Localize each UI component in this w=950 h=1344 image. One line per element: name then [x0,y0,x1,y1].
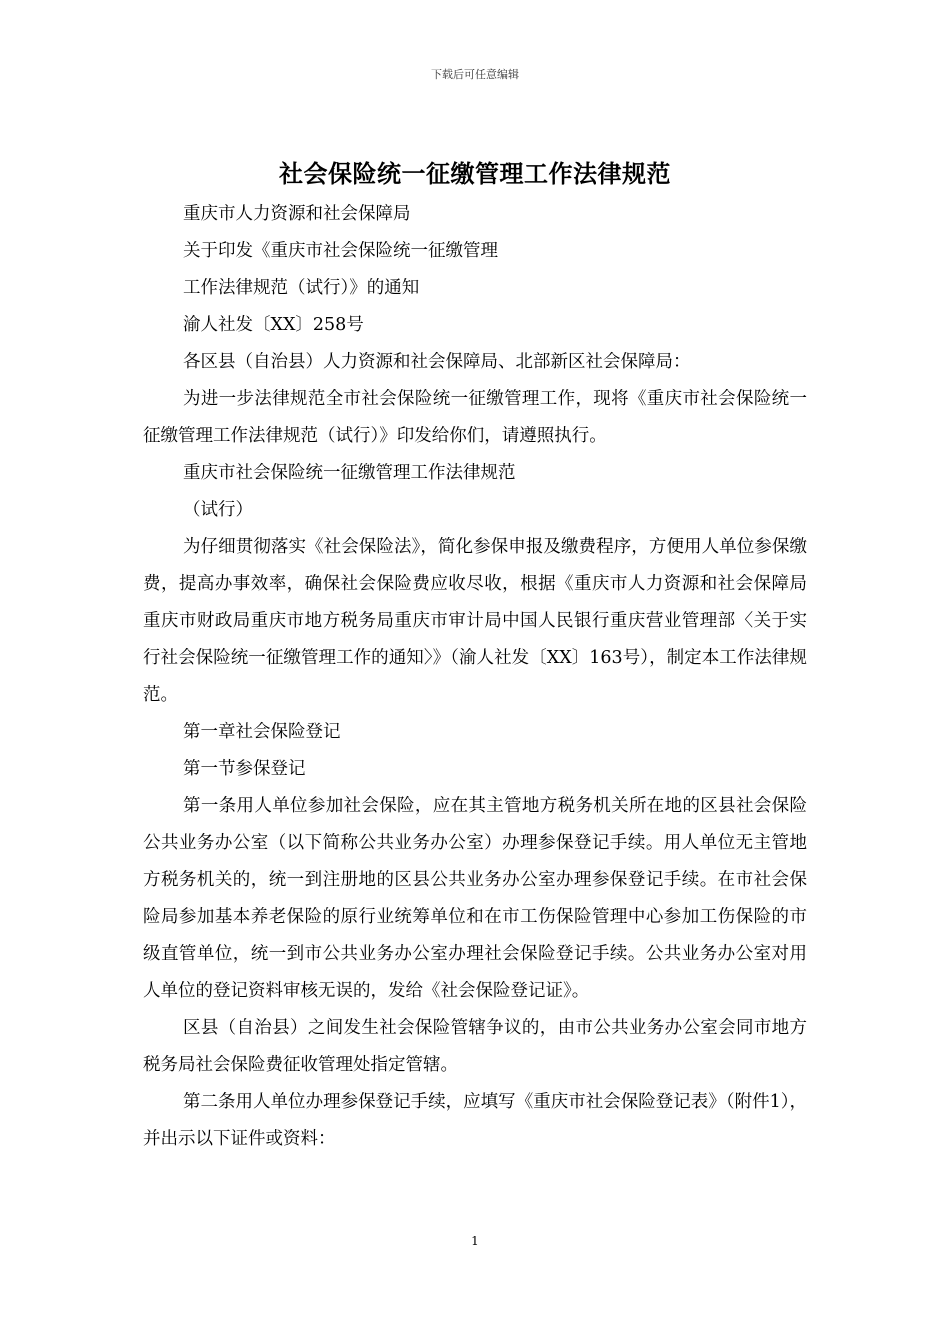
paragraph: 重庆市人力资源和社会保障局 [183,204,411,224]
paragraph: 第一条用人单位参加社会保险，应在其主管地方税务机关所在地的区县社会保险公共业务办公室（以下简称公共业务办公室）办理参保登记手续。用人单位无主管地方税务机关的，统一到注册地的区县公共业务办公室办理参保登记手续。在市社会保险局参加基本养老保险的原行业统筹单位和在市工伤保险管理中心参加工伤保险的市级直管单位，统一到市公共业务办公室办理社会保险登记手续。公共业务办公室对用人单位的登记资料审核无误的，发给《社会保险登记证》。 [143,796,807,1001]
paragraph: 各区县（自治县）人力资源和社会保障局、北部新区社会保障局： [183,352,691,372]
section-heading: 第一节参保登记 [183,759,306,779]
paragraph: 关于印发《重庆市社会保险统一征缴管理 [183,241,498,261]
document-title: 社会保险统一征缴管理工作法律规范 [279,159,671,188]
paragraph: 第二条用人单位办理参保登记手续，应填写《重庆市社会保险登记表》（附件1），并出示以下证件或资料： [143,1092,807,1149]
paragraph: 区县（自治县）之间发生社会保险管辖争议的，由市公共业务办公室会同市地方税务局社会保险费征收管理处指定管辖。 [143,1018,807,1075]
paragraph: 渝人社发〔XX〕258号 [183,315,364,335]
paragraph: 为进一步法律规范全市社会保险统一征缴管理工作，现将《重庆市社会保险统一征缴管理工作法律规范（试行）》印发给你们，请遵照执行。 [143,389,807,446]
chapter-heading: 第一章社会保险登记 [183,722,341,742]
header-note: 下载后可任意编辑 [431,68,519,81]
document-body [143,196,807,1158]
paragraph: 工作法律规范（试行）》的通知 [183,278,420,298]
page-number: 1 [471,1234,479,1248]
paragraph: 重庆市社会保险统一征缴管理工作法律规范 [183,463,516,483]
paragraph: 为仔细贯彻落实《社会保险法》，简化参保申报及缴费程序，方便用人单位参保缴费，提高办事效率，确保社会保险费应收尽收，根据《重庆市人力资源和社会保障局重庆市财政局重庆市地方税务局重庆市审计局中国人民银行重庆营业管理部〈关于实行社会保险统一征缴管理工作的通知〉》（渝人社发〔XX〕163号），制定本工作法律规范。 [143,537,807,705]
paragraph: （试行） [183,500,253,520]
